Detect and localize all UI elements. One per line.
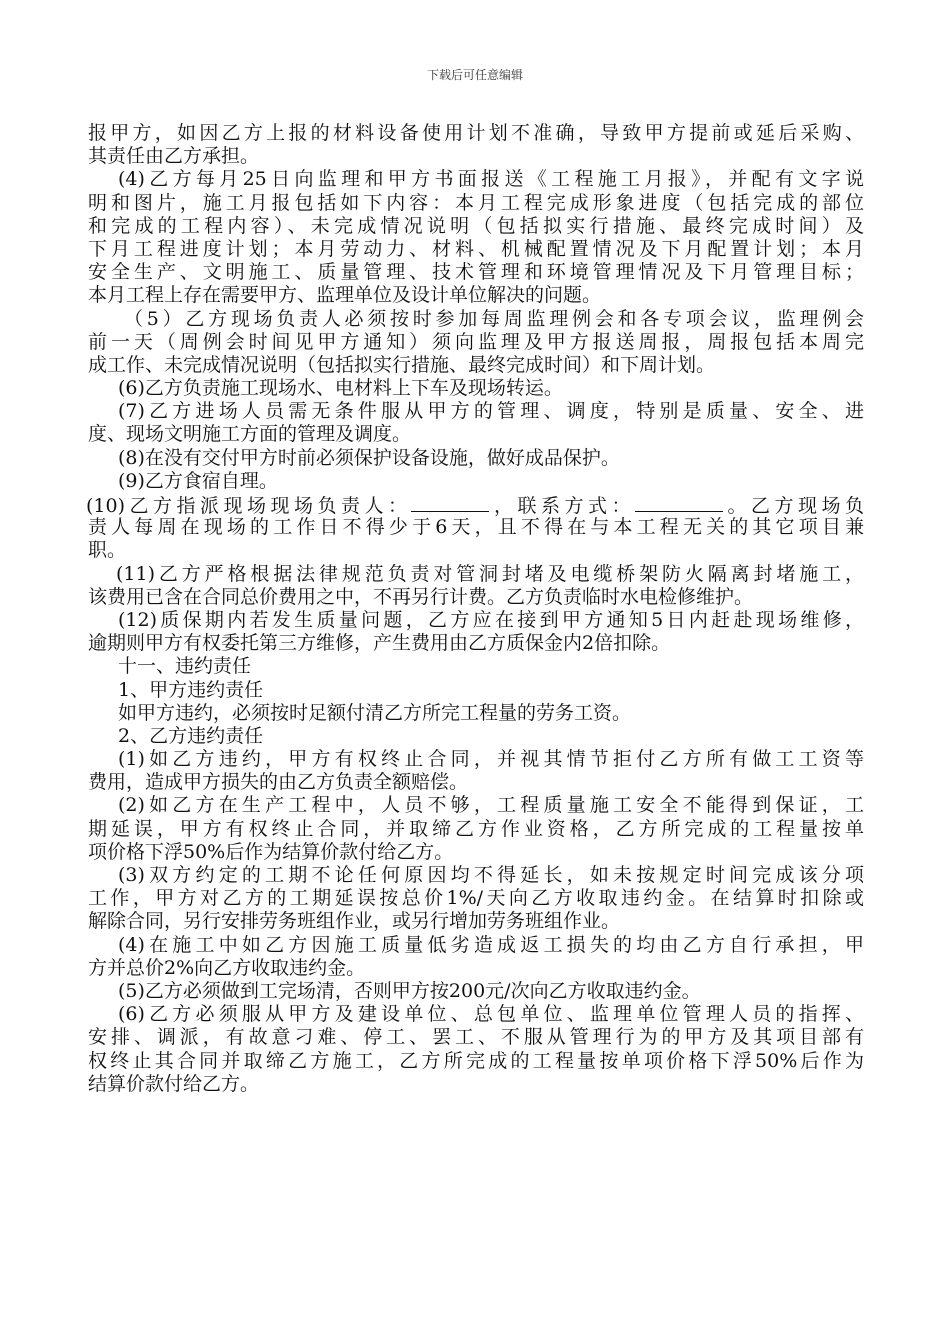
- text-line: 明和图片，施工月报包括如下内容：本月工程完成形象进度（包括完成的部位: [88, 191, 864, 214]
- text-line: 责人每周在现场的工作日不得少于6天，且不得在与本工程无关的其它项目兼: [88, 516, 864, 539]
- manager-name-blank[interactable]: [411, 493, 489, 512]
- text-line: 其责任由乙方承担。: [88, 145, 260, 168]
- text-line: 本月工程上存在需要甲方、监理单位及设计单位解决的问题。: [88, 284, 602, 307]
- subsection-heading: 2、乙方违约责任: [118, 724, 264, 747]
- text-line: (7)乙方进场人员需无条件服从甲方的管理、调度，特别是质量、安全、进: [118, 400, 864, 423]
- text-line: （5）乙方现场负责人必须按时参加每周监理例会和各专项会议，监理例会: [124, 307, 864, 330]
- text-line: (11)乙方严格根据法律规范负责对管洞封堵及电缆桥架防火隔离封堵施工，: [116, 562, 864, 585]
- text-line: 方并总价2%向乙方收取违约金。: [88, 956, 366, 979]
- text-line-with-blanks: [86, 493, 864, 516]
- text-line: (2)如乙方在生产工程中，人员不够，工程质量施工安全不能得到保证，工: [118, 794, 864, 817]
- text-line: 费用，造成甲方损失的由乙方负责全额赔偿。: [88, 771, 469, 794]
- text-line: 报甲方，如因乙方上报的材料设备使用计划不准确，导致甲方提前或延后采购、: [88, 122, 864, 144]
- text-line: 项价格下浮50%后作为结算价款付给乙方。: [88, 840, 454, 863]
- text-line: 安全生产、文明施工、质量管理、技术管理和环境管理情况及下月管理目标；: [88, 261, 864, 284]
- text-line: 该费用已含在合同总价费用之中，不再另行计费。乙方负责临时水电检修维护。: [88, 585, 754, 608]
- page-header: 下载后可任意编辑: [426, 68, 523, 82]
- text-line: 安排、调派，有故意刁难、停工、罢工、不服从管理行为的甲方及其项目部有: [88, 1026, 864, 1049]
- text-line: 期延误，甲方有权终止合同，并取缔乙方作业资格，乙方所完成的工程量按单: [88, 817, 864, 840]
- document-body: [88, 122, 864, 1096]
- text-line: (5)乙方必须做到工完场清，否则甲方按200元/次向乙方收取违约金。: [118, 979, 701, 1002]
- text-line: (6)乙方必须服从甲方及建设单位、总包单位、监理单位管理人员的指挥、: [118, 1003, 864, 1026]
- text-line: (6)乙方负责施工现场水、电材料上下车及现场转运。: [118, 377, 563, 400]
- text-line: 工作，甲方对乙方的工期延误按总价1%/天向乙方收取违约金。在结算时扣除或: [88, 887, 864, 910]
- line-suffix: 。乙方现场负: [722, 495, 864, 517]
- section-heading: 十一、违约责任: [118, 655, 252, 678]
- text-line: 度、现场文明施工方面的管理及调度。: [88, 423, 412, 446]
- text-line: (8)在没有交付甲方时前必须保护设备设施，做好成品保护。: [118, 446, 620, 469]
- line-prefix: (10)乙方指派现场现场负责人：: [86, 495, 412, 517]
- text-line: 结算价款付给乙方。: [88, 1072, 260, 1095]
- text-line: 逾期则甲方有权委托第三方维修，产生费用由乙方质保金内2倍扣除。: [88, 632, 671, 655]
- text-line: (3)双方约定的工期不论任何原因均不得延长，如未按规定时间完成该分项: [118, 864, 864, 886]
- line-mid: ，联系方式：: [489, 495, 635, 517]
- text-line: (4)乙方每月25日向监理和甲方书面报送《工程施工月报》，并配有文字说: [118, 168, 864, 191]
- text-line: (1)如乙方违约，甲方有权终止合同，并视其情节拒付乙方所有做工工资等: [118, 748, 864, 771]
- text-line: 权终止其合同并取缔乙方施工，乙方所完成的工程量按单项价格下浮50%后作为: [88, 1049, 864, 1072]
- text-line: 职。: [88, 539, 127, 562]
- text-line: 解除合同，另行安排劳务班组作业，或另行增加劳务班组作业。: [88, 910, 621, 933]
- text-line: 和完成的工程内容）、未完成情况说明（包括拟实行措施、最终完成时间）及: [88, 214, 864, 237]
- subsection-heading: 1、甲方违约责任: [118, 678, 264, 701]
- text-line: 如甲方违约，必须按时足额付清乙方所完工程量的劳务工资。: [118, 701, 632, 724]
- text-line: (4)在施工中如乙方因施工质量低劣造成返工损失的均由乙方自行承担，甲: [118, 933, 864, 956]
- text-line: 下月工程进度计划；本月劳动力、材料、机械配置情况及下月配置计划；本月: [88, 237, 864, 260]
- text-line: (9)乙方食宿自理。: [118, 469, 278, 492]
- text-line: 前一天（周例会时间见甲方通知）须向监理及甲方报送周报，周报包括本周完: [88, 330, 864, 353]
- text-line: 成工作、未完成情况说明（包括拟实行措施、最终完成时间）和下周计划。: [88, 353, 716, 376]
- text-line: (12)质保期内若发生质量问题，乙方应在接到甲方通知5日内赶赴现场维修，: [118, 608, 864, 631]
- contact-blank[interactable]: [635, 493, 723, 512]
